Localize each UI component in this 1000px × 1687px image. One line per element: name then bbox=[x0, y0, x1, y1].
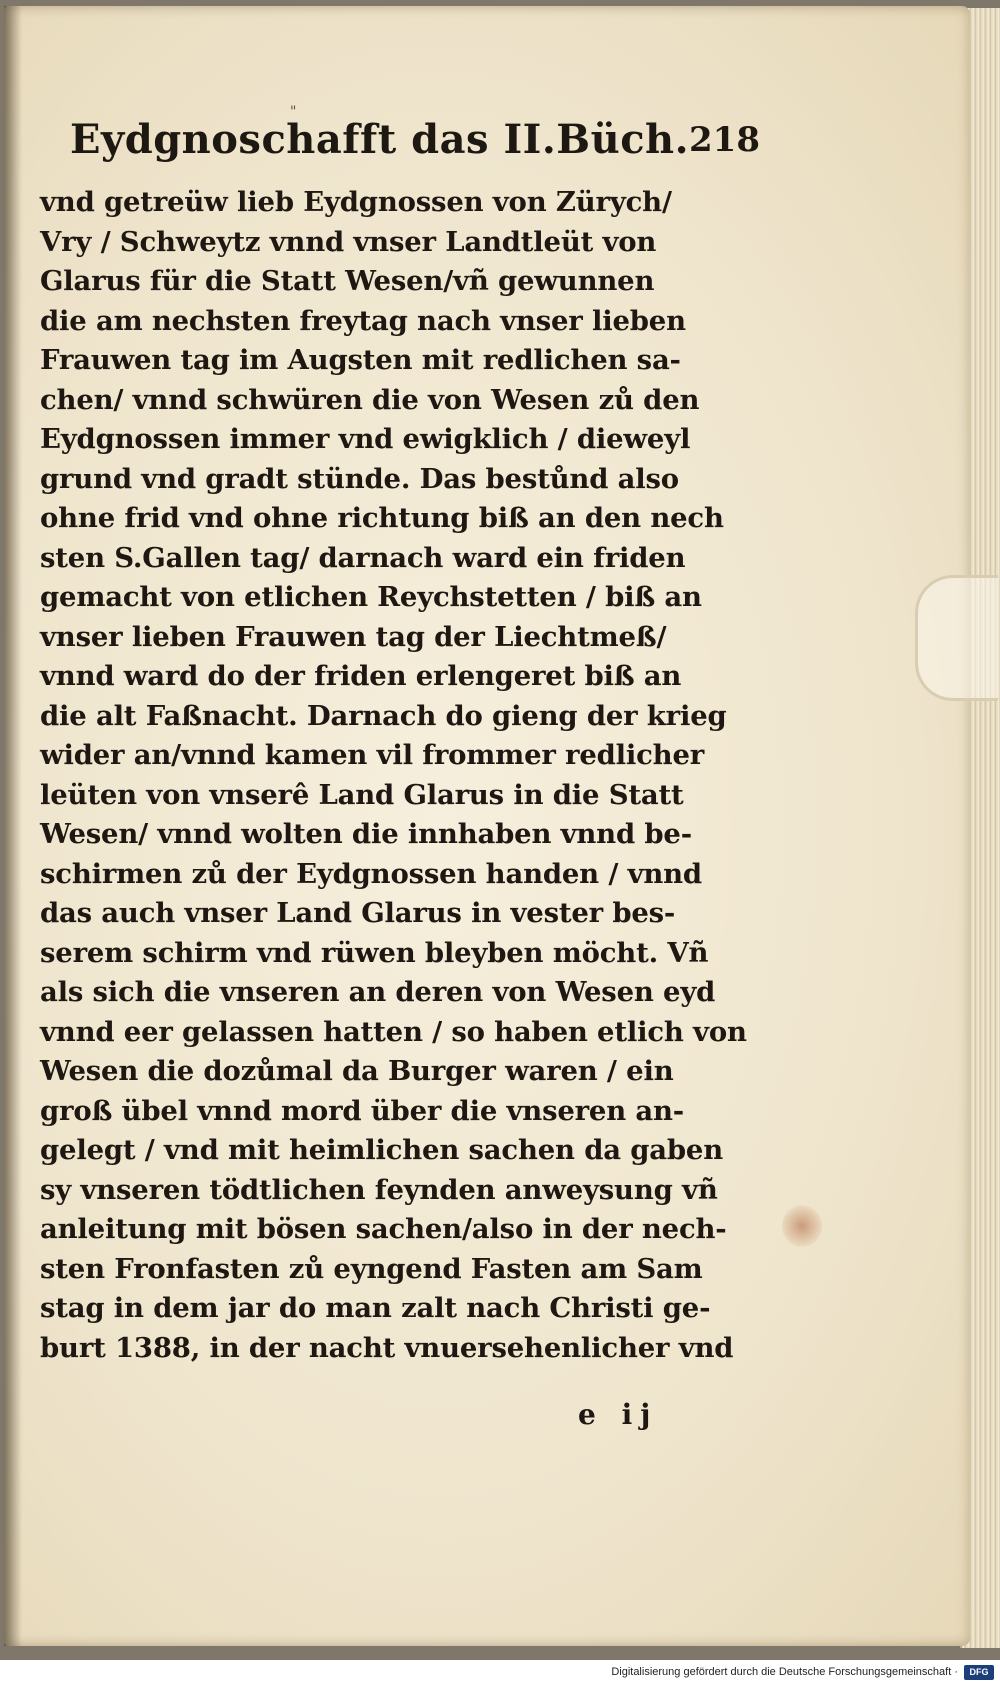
text-line: Glarus für die Statt Wesen/vñ gewunnen bbox=[40, 265, 655, 297]
text-line: vnnd ward do der friden erlengeret biß an bbox=[40, 660, 682, 692]
text-line: vnd getreüw lieb Eydgnossen von Zürych/ bbox=[40, 186, 672, 218]
text-line: chen/ vnnd schwüren die von Wesen zů den bbox=[40, 383, 700, 416]
text-line: das auch vnser Land Glarus in vester bes- bbox=[40, 897, 676, 929]
text-line: gemacht von etlichen Reychstetten / biß an bbox=[40, 581, 702, 613]
text-line: grund vnd gradt stünde. Das bestůnd also bbox=[40, 462, 679, 495]
text-line: ohne frid vnd ohne richtung biß an den nech bbox=[40, 502, 724, 534]
page-clip bbox=[915, 575, 998, 701]
top-mark: " bbox=[290, 104, 297, 120]
running-header bbox=[70, 116, 760, 172]
text-line: Eydgnossen immer vnd ewigklich / dieweyl bbox=[40, 423, 691, 455]
text-line: wider an/vnnd kamen vil frommer redlicher bbox=[40, 739, 705, 771]
text-line: gelegt / vnd mit heimlichen sachen da gaben bbox=[40, 1134, 724, 1166]
text-line: die alt Faßnacht. Darnach do gieng der krieg bbox=[40, 699, 727, 732]
text-line: stag in dem jar do man zalt nach Christi ge- bbox=[40, 1292, 711, 1324]
text-line: sy vnseren tödtlichen feynden anweysung vñ bbox=[40, 1173, 718, 1206]
text-line: Wesen/ vnnd wolten die innhaben vnnd be- bbox=[40, 818, 692, 850]
body-text bbox=[40, 183, 748, 1368]
text-line: groß übel vnnd mord über die vnseren an- bbox=[40, 1094, 685, 1127]
text-line: Vry / Schweytz vnnd vnser Landtleüt von bbox=[40, 225, 657, 258]
text-line: vnser lieben Frauwen tag der Liechtmeß/ bbox=[40, 620, 667, 653]
text-line: burt 1388, in der nacht vnuersehenlicher vnd bbox=[40, 1331, 734, 1364]
folio-number: 218 bbox=[689, 120, 760, 160]
text-line: schirmen zů der Eydgnossen handen / vnnd bbox=[40, 857, 702, 890]
text-line: anleitung mit bösen sachen/also in der nech- bbox=[40, 1213, 727, 1245]
text-line: Frauwen tag im Augsten mit redlichen sa- bbox=[40, 344, 681, 376]
spine-shadow bbox=[4, 6, 22, 1646]
funding-credit: Digitalisierung gefördert durch die Deutsche Forschungsgemeinschaft · bbox=[611, 1666, 958, 1678]
text-line: sten S.Gallen tag/ darnach ward ein friden bbox=[40, 541, 686, 574]
text-line: vnnd eer gelassen hatten / so haben etlich von bbox=[40, 1015, 747, 1048]
text-line: als sich die vnseren an deren von Wesen eyd bbox=[40, 976, 716, 1008]
dfg-logo: DFG bbox=[964, 1665, 994, 1680]
text-line: sten Fronfasten zů eyngend Fasten am Sam bbox=[40, 1252, 703, 1285]
signature-mark: e ij bbox=[578, 1398, 659, 1431]
footer-bar bbox=[0, 1660, 1000, 1687]
paper-stain bbox=[782, 1205, 822, 1247]
text-line: serem schirm vnd rüwen bleyben möcht. Vñ bbox=[40, 936, 709, 969]
running-title: Eydgnoschafft das II.Büch. bbox=[70, 116, 690, 163]
text-line: Wesen die dozůmal da Burger waren / ein bbox=[40, 1055, 674, 1087]
text-line: leüten von vnserê Land Glarus in die Statt bbox=[40, 778, 684, 811]
text-line: die am nechsten freytag nach vnser lieben bbox=[40, 304, 686, 337]
